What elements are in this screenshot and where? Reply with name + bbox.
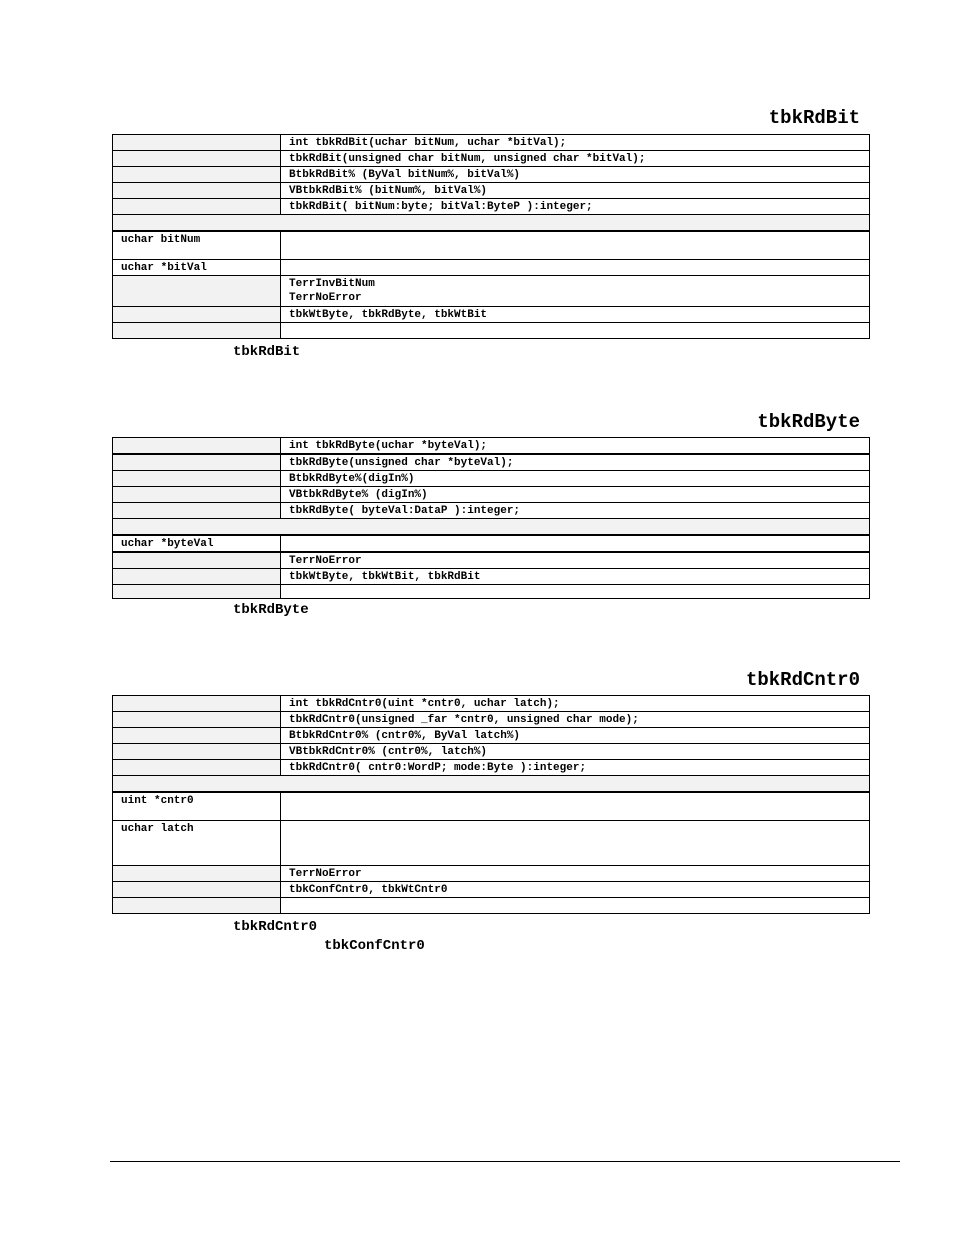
- row-label: [113, 898, 281, 914]
- table-row: [113, 471, 870, 487]
- table-row: [113, 568, 870, 584]
- return-value: TerrNoError: [281, 552, 870, 569]
- table-row: [113, 215, 870, 231]
- parameters-header: [113, 215, 870, 231]
- row-label: [113, 487, 281, 503]
- row-label: [113, 438, 281, 455]
- table-row: [113, 454, 870, 471]
- table-row: [113, 552, 870, 569]
- row-label: [113, 728, 281, 744]
- usage-note-reference: tbkConfCntr0: [324, 938, 425, 954]
- section-title-tbkrdbit: tbkRdBit: [768, 107, 860, 129]
- see-also: tbkWtByte, tbkRdByte, tbkWtBit: [281, 307, 870, 323]
- row-label: [113, 712, 281, 728]
- row-label: [113, 454, 281, 471]
- table-row: [113, 199, 870, 215]
- c-prototype: int tbkRdBit(uchar bitNum, uchar *bitVal);: [281, 135, 870, 151]
- function-table-tbkrdbyte: [112, 437, 870, 599]
- row-label: [113, 307, 281, 323]
- vb2-prototype: VBtbkRdByte% (digIn%): [281, 487, 870, 503]
- footer-divider: [110, 1161, 900, 1162]
- see-also: tbkConfCntr0, tbkWtCntr0: [281, 882, 870, 898]
- row-label: [113, 167, 281, 183]
- row-label: [113, 151, 281, 167]
- vb-prototype: BtbkRdBit% (ByVal bitNum%, bitVal%): [281, 167, 870, 183]
- pascal-prototype: tbkRdByte( byteVal:DataP ):integer;: [281, 503, 870, 519]
- row-label: [113, 183, 281, 199]
- function-table-tbkrdcntr0: [112, 695, 870, 914]
- table-row: [113, 503, 870, 519]
- table-row: [113, 135, 870, 151]
- program-reference: [281, 323, 870, 339]
- row-label: [113, 882, 281, 898]
- table-row: [113, 151, 870, 167]
- row-label: [113, 760, 281, 776]
- return-value: TerrNoError: [281, 866, 870, 882]
- table-row: [113, 776, 870, 792]
- c-prototype: int tbkRdByte(uchar *byteVal);: [281, 438, 870, 455]
- table-row: [113, 535, 870, 552]
- table-row: [113, 792, 870, 821]
- param-name: uchar *bitVal: [113, 260, 281, 276]
- see-also: tbkWtByte, tbkWtBit, tbkRdBit: [281, 568, 870, 584]
- table-row: [113, 696, 870, 712]
- program-reference: [281, 584, 870, 598]
- return-value: TerrNoError: [289, 292, 362, 304]
- table-row: [113, 866, 870, 882]
- pascal-prototype: tbkRdCntr0( cntr0:WordP; mode:Byte ):integer;: [281, 760, 870, 776]
- row-label: [113, 323, 281, 339]
- table-row: [113, 821, 870, 866]
- program-reference: [281, 898, 870, 914]
- table-row: [113, 760, 870, 776]
- table-row: [113, 260, 870, 276]
- function-table-tbkrdbit: [112, 134, 870, 339]
- section-title-tbkrdcntr0: tbkRdCntr0: [745, 669, 860, 691]
- vb-prototype: BtbkRdCntr0% (cntr0%, ByVal latch%): [281, 728, 870, 744]
- parameters-header: [113, 776, 870, 792]
- parameters-header: [113, 519, 870, 535]
- param-description: [281, 792, 870, 821]
- table-row: [113, 728, 870, 744]
- table-row: [113, 167, 870, 183]
- param-description: [281, 535, 870, 552]
- row-label: [113, 199, 281, 215]
- table-row: [113, 898, 870, 914]
- table-row: [113, 323, 870, 339]
- usage-note: tbkRdByte: [233, 602, 309, 618]
- table-row: [113, 519, 870, 535]
- qb-prototype: tbkRdBit(unsigned char bitNum, unsigned char *bitVal);: [281, 151, 870, 167]
- table-row: [113, 231, 870, 260]
- row-label: [113, 276, 281, 307]
- param-name: uchar *byteVal: [113, 535, 281, 552]
- return-value: TerrInvBitNum: [289, 278, 375, 290]
- usage-note: tbkRdCntr0: [233, 919, 318, 935]
- row-label: [113, 135, 281, 151]
- usage-note: tbkRdBit: [233, 344, 301, 360]
- param-description: [281, 260, 870, 276]
- param-name: uchar bitNum: [113, 231, 281, 260]
- param-name: uint *cntr0: [113, 792, 281, 821]
- row-label: [113, 471, 281, 487]
- row-label: [113, 744, 281, 760]
- row-label: [113, 866, 281, 882]
- return-values: [281, 276, 870, 307]
- c-prototype: int tbkRdCntr0(uint *cntr0, uchar latch);: [281, 696, 870, 712]
- table-row: [113, 584, 870, 598]
- section-title-tbkrdbyte: tbkRdByte: [757, 411, 860, 433]
- table-row: [113, 744, 870, 760]
- vb-prototype: BtbkRdByte%(digIn%): [281, 471, 870, 487]
- table-row: [113, 712, 870, 728]
- vb2-prototype: VBtbkRdBit% (bitNum%, bitVal%): [281, 183, 870, 199]
- table-row: [113, 307, 870, 323]
- qb-prototype: tbkRdCntr0(unsigned _far *cntr0, unsigned char mode);: [281, 712, 870, 728]
- table-row: [113, 183, 870, 199]
- row-label: [113, 568, 281, 584]
- param-description: [281, 821, 870, 866]
- row-label: [113, 584, 281, 598]
- row-label: [113, 503, 281, 519]
- param-name: uchar latch: [113, 821, 281, 866]
- row-label: [113, 552, 281, 569]
- table-row: [113, 487, 870, 503]
- pascal-prototype: tbkRdBit( bitNum:byte; bitVal:ByteP ):integer;: [281, 199, 870, 215]
- param-description: [281, 231, 870, 260]
- row-label: [113, 696, 281, 712]
- table-row: [113, 882, 870, 898]
- table-row: [113, 438, 870, 455]
- table-row: [113, 276, 870, 307]
- vb2-prototype: VBtbkRdCntr0% (cntr0%, latch%): [281, 744, 870, 760]
- qb-prototype: tbkRdByte(unsigned char *byteVal);: [281, 454, 870, 471]
